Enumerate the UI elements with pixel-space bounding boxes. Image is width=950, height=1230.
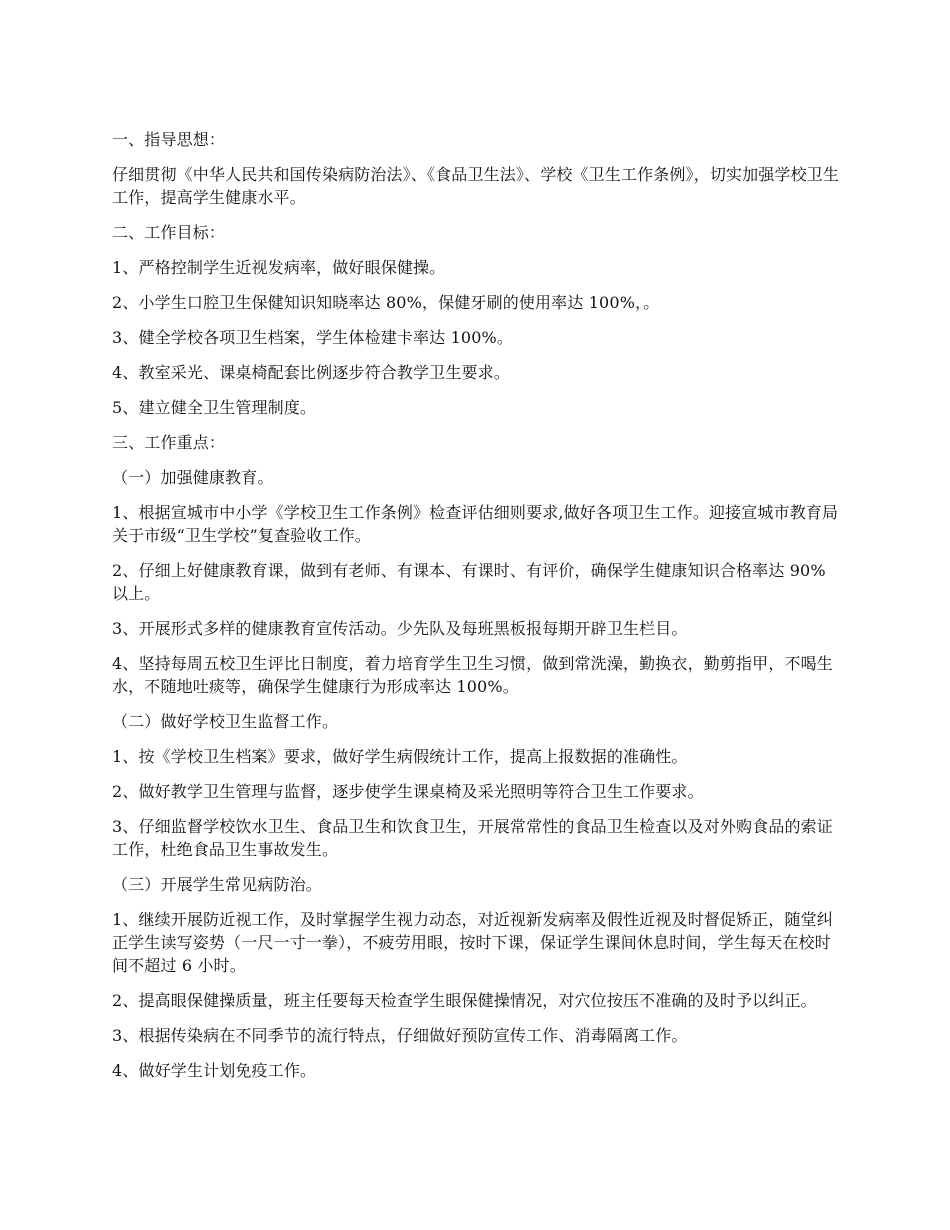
prevention-item-4: 4、做好学生计划免疫工作。: [112, 1061, 317, 1080]
supervision-item-1: 1、按《学校卫生档案》要求，做好学生病假统计工作，提高上报数据的准确性。: [112, 747, 688, 766]
goal-item-3: 3、健全学校各项卫生档案，学生体检建卡率达 100%。: [112, 328, 514, 347]
document-body: [112, 128, 840, 1094]
health-education-item-1: 1、根据宣城市中小学《学校卫生工作条例》检查评估细则要求,做好各项卫生工作。迎接宣城市教育局关于市级“卫生学校”复查验收工作。: [112, 503, 839, 545]
health-education-item-4: 4、坚持每周五校卫生评比日制度，着力培育学生卫生习惯，做到常洗澡，勤换衣，勤剪指甲，不喝生水，不随地吐痰等，确保学生健康行为形成率达 100%。: [112, 654, 833, 696]
supervision-item-3: 3、仔细监督学校饮水卫生、食品卫生和饮食卫生，开展常常性的食品卫生检查以及对外购食品的索证工作，杜绝食品卫生事故发生。: [112, 817, 833, 859]
prevention-item-3: 3、根据传染病在不同季节的流行特点，仔细做好预防宣传工作、消毒隔离工作。: [112, 1026, 688, 1045]
prevention-item-2: 2、提高眼保健操质量，班主任要每天检查学生眼保健操情况，对穴位按压不准确的及时予以纠正。: [112, 991, 817, 1010]
heading-work-focus: 三、工作重点：: [112, 433, 226, 452]
subheading-health-education: （一）加强健康教育。: [112, 468, 274, 487]
subheading-supervision: （二）做好学校卫生监督工作。: [112, 712, 339, 731]
health-education-item-3: 3、开展形式多样的健康教育宣传活动。少先队及每班黑板报每期开辟卫生栏目。: [112, 619, 688, 638]
goal-item-5: 5、建立健全卫生管理制度。: [112, 398, 317, 417]
subheading-disease-prevention: （三）开展学生常见病防治。: [112, 875, 322, 894]
supervision-item-2: 2、做好教学卫生管理与监督，逐步使学生课桌椅及采光照明等符合卫生工作要求。: [112, 782, 704, 801]
paragraph-guiding-ideology: 仔细贯彻《中华人民共和国传染病防治法》、《食品卫生法》、学校《卫生工作条例》，切实加强学校卫生工作，提高学生健康水平。: [112, 165, 840, 207]
health-education-item-2: 2、仔细上好健康教育课，做到有老师、有课本、有课时、有评价，确保学生健康知识合格率达 90%以上。: [112, 561, 826, 603]
prevention-item-1: 1、继续开展防近视工作，及时掌握学生视力动态，对近视新发病率及假性近视及时督促矫正，随堂纠正学生读写姿势（一尺一寸一拳），不疲劳用眼，按时下课，保证学生课间休息时间，学生每天在校时间不超过 6 小时。: [112, 910, 833, 975]
goal-item-1: 1、严格控制学生近视发病率，做好眼保健操。: [112, 258, 446, 277]
heading-guiding-ideology: 一、指导思想：: [112, 130, 226, 149]
goal-item-4: 4、教室采光、课桌椅配套比例逐步符合教学卫生要求。: [112, 363, 510, 382]
goal-item-2: 2、小学生口腔卫生保健知识知晓率达 80%，保健牙刷的使用率达 100%，。: [112, 293, 660, 312]
heading-work-goals: 二、工作目标：: [112, 223, 226, 242]
